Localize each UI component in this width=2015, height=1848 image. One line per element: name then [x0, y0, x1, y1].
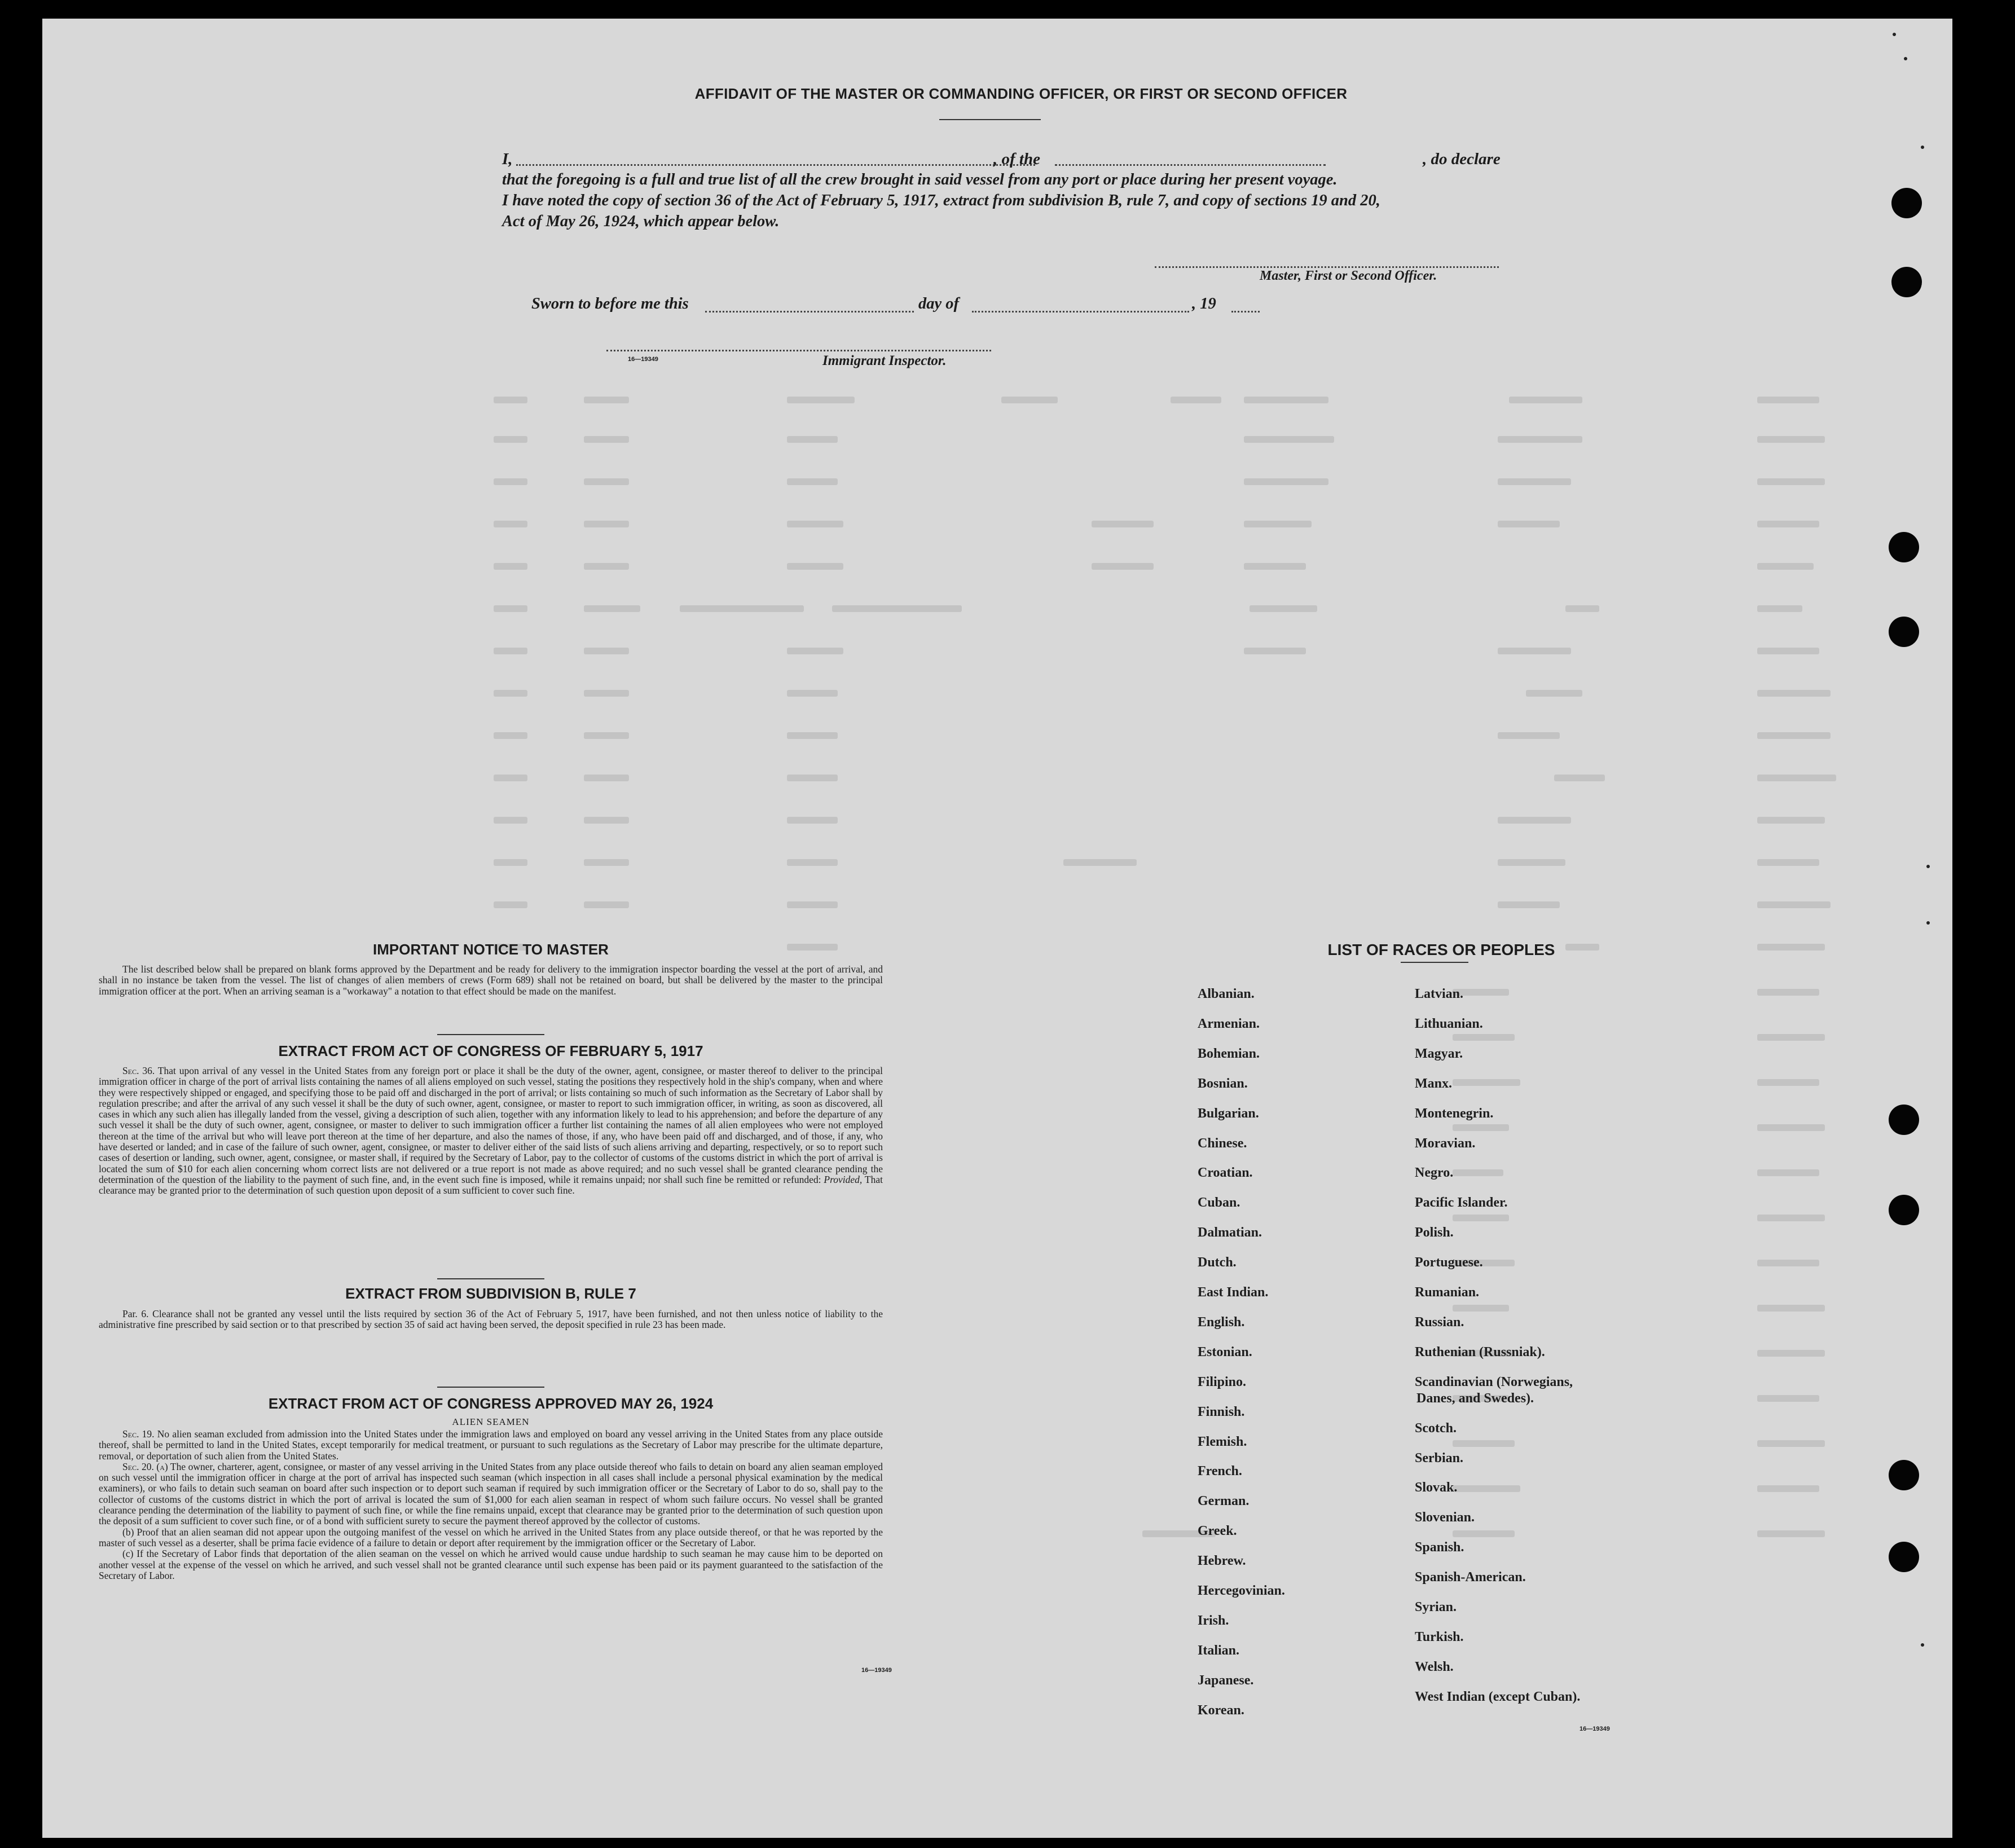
form-number-small: 16—19349	[628, 356, 658, 363]
sec-20c	[99, 1548, 883, 1581]
race-item: Portuguese.	[1415, 1255, 1483, 1270]
race-item: Italian.	[1198, 1643, 1240, 1658]
race-item: Spanish-American.	[1415, 1570, 1526, 1585]
sec-20a-label: Sec. 20. (a)	[122, 1460, 168, 1472]
sec-20c-label: (c)	[122, 1548, 134, 1560]
race-item: Finnish.	[1198, 1404, 1245, 1419]
race-item: Ruthenian (Russniak).	[1415, 1344, 1545, 1359]
extract-rule7-title: EXTRACT FROM SUBDIVISION B, RULE 7	[345, 1285, 636, 1302]
affidavit-title: AFFIDAVIT OF THE MASTER OR COMMANDING OFFICER, OR FIRST OR SECOND OFFICER	[694, 85, 1348, 102]
sworn-year-blank[interactable]	[1231, 311, 1260, 313]
race-item: Magyar.	[1415, 1046, 1463, 1061]
sec-20a-body: The owner, charterer, agent, consignee, or master of any vessel arriving in the United States from any place outside thereof who fails to detain on board any alien seaman employed on such vessel until the immigration officer in charge at the port of arrival has inspected such seaman (which inspection in all cases shall include a personal physical examination by the medical examiners), or who fails to detain such seaman on board after such inspection or to deport such seaman if required by such immigration officer or the Secretary of Labor to do so, shall pay to the collector of customs of the customs district in which the port of arrival is located the sum of $1,000 for each alien seaman in respect of whom such failure occurs. No vessel shall be granted clearance pending the determination of the liability to payment of such fine, or while the fine remains unpaid, except that clearance may be granted prior to the determination of such question upon the deposit of a sum sufficient to cover such fine, or of a bond with sufficient surety to secure the payment thereof approved by the collector of customs.	[99, 1460, 883, 1527]
race-item: Slovak.	[1415, 1480, 1458, 1495]
race-item: Hebrew.	[1198, 1554, 1246, 1569]
races-form-number: 16—19349	[1580, 1726, 1610, 1732]
inspector-label: Immigrant Inspector.	[822, 353, 947, 368]
race-item: Pacific Islander.	[1415, 1195, 1508, 1211]
sec-19	[99, 1429, 883, 1462]
race-item: Turkish.	[1415, 1629, 1464, 1644]
race-item: Croatian.	[1198, 1165, 1253, 1181]
divider	[437, 1034, 544, 1035]
race-item: Armenian.	[1198, 1016, 1260, 1031]
sworn-month-blank[interactable]	[972, 311, 1189, 313]
races-title: LIST OF RACES OR PEOPLES	[1327, 941, 1555, 958]
race-item: Bulgarian.	[1198, 1106, 1259, 1121]
sec-20b	[99, 1527, 883, 1549]
sec-19-body: No alien seaman excluded from admission into the United States under the immigration laws and employed on board any vessel arriving in the United States from any place outside thereof, shall be permitted to land in the United States, except temporarily for medical treatment, or pursuant to such regulations as the Secretary of Labor may prescribe for the ultimate departure, removal, or deportation of such alien from the United States.	[99, 1428, 883, 1462]
scan-speck	[1926, 921, 1930, 925]
sec-19-label: Sec. 19.	[122, 1428, 155, 1440]
sec-20b-label: (b)	[122, 1526, 134, 1538]
race-item: Welsh.	[1415, 1659, 1454, 1674]
race-item: French.	[1198, 1464, 1242, 1479]
race-item: Cuban.	[1198, 1195, 1240, 1211]
race-item: Estonian.	[1198, 1344, 1252, 1359]
race-item: Korean.	[1198, 1702, 1244, 1718]
race-item: Bohemian.	[1198, 1046, 1260, 1061]
inspector-signature-line[interactable]	[606, 350, 991, 351]
signature-label: Master, First or Second Officer.	[1260, 269, 1437, 283]
punch-hole	[1891, 188, 1922, 218]
race-item: Albanian.	[1198, 987, 1255, 1001]
race-item: Spanish.	[1415, 1540, 1464, 1555]
sec-20a	[99, 1462, 883, 1527]
race-item: Filipino.	[1198, 1374, 1247, 1389]
sec-20c-body: If the Secretary of Labor finds that deportation of the alien seaman on the vessel on which he arrived would cause undue hardship to such seaman he may cause him to be deported on another vessel at the expense of the vessel on which he arrived, and such vessel shall not be granted clearance until such expense has been paid or its payment guaranteed to the satisfaction of the Secretary of Labor.	[99, 1548, 883, 1581]
race-item: Dalmatian.	[1198, 1225, 1262, 1240]
par-6-body: Clearance shall not be granted any vessel until the lists required by section 36 of the Act of February 5, 1917, have been furnished, and not then unless notice of liability to the administrative fine prescribed by said section or to that prescribed by section 35 of said act having been served, the deposit specified in rule 23 has been made.	[99, 1308, 883, 1331]
race-item: Bosnian.	[1198, 1076, 1248, 1091]
race-item: Lithuanian.	[1415, 1016, 1483, 1031]
scan-speck	[1893, 33, 1896, 36]
sec-36-body: That upon arrival of any vessel in the United States from any foreign port or place it shall be the duty of the owner, agent, consignee, or master thereof to deliver to the principal immigration officer in charge of the port of arrival lists containing the names of all aliens employed on such vessel, stating the positions they respectively hold in the ship's company, when and where they were respectively shipped or engaged, and specifying those to be paid off and discharged in the port of arrival; or lists containing so much of such information as the Secretary of Labor shall by regulation prescribe; and after the arrival of any such vessel it shall be the duty of such owner, agent, consignee, or master to report to such immigration officer, in writing, as soon as discovered, all cases in which any such alien has illegally landed from the vessel, giving a description of such alien, together with any information likely to lead to his apprehension; and before the departure of any such vessel it shall be the duty of such owner, agent, consignee, or master to deliver to such immigration officer a further list containing the names of all alien employees who were not employed thereon at the time of the arrival but who will leave port thereon at the time of her departure, and also the names of those, if any, who have been paid off and discharged, and of those, if any, who have deserted or landed; and in case of the failure of such owner, agent, consignee, or master to deliver either of the said lists of such aliens arriving and departing, respectively, or so to report such cases of desertion or landing, such owner, agent, consignee, or master shall, if required by the Secretary of Labor, pay to the collector of customs of the customs district in which the port of arrival is located the sum of $10 for each alien concerning whom correct lists are not delivered or a true report is not made as above required; and no such vessel shall be granted clearance pending the determination of the question of the liability to the payment of such fine, and, in the event such fine is imposed, while it remains unpaid; nor shall such fine be remitted or refunded:	[99, 1065, 883, 1185]
race-item: Negro.	[1415, 1165, 1454, 1181]
alien-seamen-subtitle: ALIEN SEAMEN	[452, 1416, 530, 1427]
sworn-year: , 19	[1192, 295, 1216, 313]
affidavit-i: I,	[502, 150, 513, 168]
race-item: West Indian (except Cuban).	[1415, 1689, 1581, 1704]
affidavit-declare: , do declare	[1423, 150, 1501, 168]
race-item: Irish.	[1198, 1613, 1229, 1628]
race-item: English.	[1198, 1314, 1245, 1330]
race-item: Montenegrin.	[1415, 1106, 1494, 1121]
race-item: Serbian.	[1415, 1450, 1464, 1466]
notice-text	[99, 964, 883, 997]
race-item: Rumanian.	[1415, 1285, 1480, 1300]
race-item: Syrian.	[1415, 1600, 1457, 1615]
extract-1924-title: EXTRACT FROM ACT OF CONGRESS APPROVED MAY 26, 1924	[268, 1395, 714, 1412]
divider	[437, 1278, 544, 1279]
race-item: Latvian.	[1415, 987, 1464, 1001]
sworn-day-of: day of	[918, 295, 960, 313]
race-item: Japanese.	[1198, 1673, 1254, 1688]
race-item: German.	[1198, 1494, 1250, 1509]
race-item: East Indian.	[1198, 1285, 1269, 1300]
extract-1917-text	[99, 1066, 883, 1196]
sec-36-label: Sec. 36.	[122, 1065, 155, 1076]
punch-hole	[1891, 267, 1922, 297]
notice-body: The list described below shall be prepared on blank forms approved by the Department and be ready for delivery to the immigration inspector boarding the vessel at the port of arrival, and shall in no instance be taken from the vessel. The list of changes of alien members of crews (Form 689) shall not be retained on board, but shall be delivered by the master to the principal immigration officer at the port. When an arriving seaman is a "workaway" a notation to that effect should be made on the manifest.	[99, 963, 883, 997]
divider	[1401, 962, 1468, 963]
divider	[437, 1387, 544, 1388]
race-item: Polish.	[1415, 1225, 1454, 1240]
race-item: Chinese.	[1198, 1136, 1247, 1151]
name-blank[interactable]	[516, 164, 1035, 166]
race-item: Greek.	[1198, 1524, 1237, 1539]
scan-speck	[1921, 146, 1924, 149]
proviso-body: That clearance may be granted prior to the determination of such question upon deposit of a sum sufficient to cover such fine.	[99, 1173, 883, 1196]
divider	[939, 119, 1041, 120]
document-page	[42, 19, 1952, 1838]
extract-rule7-text	[99, 1309, 883, 1331]
race-item: Flemish.	[1198, 1434, 1247, 1449]
sworn-day-blank[interactable]	[705, 311, 914, 313]
scan-speck	[1904, 57, 1907, 60]
scan-speck	[1921, 1643, 1924, 1647]
sec-20b-body: Proof that an alien seaman did not appear upon the outgoing manifest of the vessel on which he arrived in the United States from any place outside thereof, or that he was reported by the master of such vessel as a deserter, shall be prima facie evidence of a failure to detain or deport after requirement by the immigration officer or the Secretary of Labor.	[99, 1526, 883, 1548]
race-item: Slovenian.	[1415, 1510, 1475, 1525]
extract-1924-text	[99, 1429, 883, 1581]
race-item: Danes, and Swedes).	[1416, 1391, 1534, 1406]
race-item: Scotch.	[1415, 1420, 1457, 1436]
affidavit-of-the: , of the	[993, 150, 1040, 168]
race-item: Dutch.	[1198, 1255, 1237, 1270]
affidavit-line-4: Act of May 26, 1924, which appear below.	[502, 213, 780, 230]
vessel-blank[interactable]	[1055, 164, 1326, 166]
extract-1917-title: EXTRACT FROM ACT OF CONGRESS OF FEBRUARY 5, 1917	[278, 1042, 703, 1059]
race-item: Manx.	[1415, 1076, 1452, 1091]
sworn-prefix: Sworn to before me this	[531, 295, 689, 313]
race-item: Scandinavian (Norwegians,	[1415, 1374, 1573, 1389]
race-item: Hercegovinian.	[1198, 1583, 1285, 1598]
affidavit-line-3: I have noted the copy of section 36 of the Act of February 5, 1917, extract from subdivision B, rule 7, and copy of sections 19 and 20,	[502, 192, 1380, 209]
affidavit-line-2: that the foregoing is a full and true list of all the crew brought in said vessel from any port or place during her present voyage.	[502, 171, 1338, 188]
scan-speck	[1926, 865, 1930, 868]
race-item: Russian.	[1415, 1314, 1464, 1330]
proviso-label: Provided,	[824, 1173, 863, 1185]
race-item: Moravian.	[1415, 1136, 1476, 1151]
form-number: 16—19349	[861, 1667, 892, 1674]
notice-title: IMPORTANT NOTICE TO MASTER	[373, 941, 609, 958]
signature-line[interactable]	[1155, 266, 1499, 268]
par-6-label: Par. 6.	[122, 1308, 149, 1319]
